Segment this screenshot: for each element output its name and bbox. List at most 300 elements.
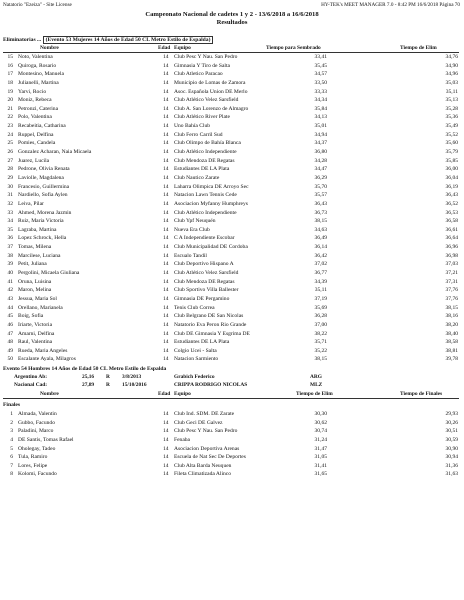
final-time: 37,21 [445,270,458,277]
record-team: ARG [310,374,322,380]
swimmer-age: 14 [163,71,169,78]
table-row [0,149,464,158]
table-row [0,201,464,210]
swimmer-age: 14 [163,471,169,478]
swimmer-name: Tula, Ramiro [18,454,48,461]
team-name: Club Atlético Independiente [174,149,237,156]
place-number: 48 [7,339,13,346]
team-name: Club Nautico Zarate [174,174,220,181]
team-name: Club DE Gimnasia Y Esgrima DE [174,330,250,337]
final-time: 36,19 [445,183,458,190]
team-name: Asociacion Myfanny Humphreys [174,200,248,207]
seed-time: 31,41 [314,462,327,469]
swimmer-name: Lagraba, Martina [18,226,57,233]
col-seed: Tiempo para Sembrado [266,45,321,51]
seed-time: 37,19 [314,295,327,302]
swimmer-name: Pedrone, Olivia Renata [18,166,70,173]
swimmer-name: Oruna, Luisina [18,278,52,285]
swimmer-name: Orellano, Marianela [18,304,63,311]
divider [3,52,459,53]
place-number: 40 [7,270,13,277]
place-number: 16 [7,62,13,69]
seed-time: 35,69 [314,304,327,311]
seed-time: 30,74 [314,428,327,435]
final-time: 34,96 [445,71,458,78]
team-name: Club Atlético River Plate [174,114,230,121]
final-time: 36,96 [445,244,458,251]
event53-column-header [0,45,464,52]
swimmer-name: Petronzi, Caterina [18,105,59,112]
swimmer-name: Recabeitia, Catharina [18,123,66,130]
place-number: 6 [10,454,13,461]
swimmer-name: Gubbo, Facundo [18,419,55,426]
team-name: Natacion Lawn Tennis Cede [174,192,237,199]
place-number: 38 [7,252,13,259]
swimmer-name: Pomies, Candela [18,140,56,147]
final-time: 38,40 [445,330,458,337]
place-number: 17 [7,71,13,78]
table-row [0,132,464,141]
team-name: Natatorio Eva Peron Rio Grande [174,321,247,328]
place-number: 19 [7,88,13,95]
team-name: Colgio Ucei - Salta [174,347,217,354]
final-time: 38,15 [445,304,458,311]
swimmer-age: 14 [163,218,169,225]
swimmer-age: 14 [163,149,169,156]
swimmer-name: Juarez, Lucila [18,157,50,164]
table-row [0,411,464,420]
place-number: 44 [7,304,13,311]
place-number: 1 [10,411,13,417]
record-label: Nacional Cad: [14,382,48,388]
team-name: Municipio de Lomas de Zamora [174,79,246,86]
swimmer-age: 14 [163,105,169,112]
final-time: 36,53 [445,209,458,216]
seed-time: 36,73 [314,209,327,216]
col-final: Tiempo de Elim [400,45,437,51]
swimmer-name: Laviolle, Magdalena [18,174,64,181]
record-time: 27,89 [82,382,95,388]
record-team: MLZ [310,382,323,388]
swimmer-age: 14 [163,88,169,95]
swimmer-name: Nardiello, Sofia Aylen [18,192,68,199]
table-row [0,140,464,149]
swimmer-name: Ruiz, Maria Victoria [18,218,64,225]
team-name: Club A. San Lorenzo de Almagro [174,105,249,112]
swimmer-age: 14 [163,226,169,233]
place-number: 45 [7,313,13,320]
final-time: 34,76 [445,54,458,60]
swimmer-age: 14 [163,287,169,294]
place-number: 20 [7,97,13,104]
record-code: R [106,374,110,380]
swimmer-name: Escalante Ayala, Milagros [18,356,76,363]
swimmer-age: 14 [163,79,169,86]
seed-time: 35,70 [314,183,327,190]
table-row [0,218,464,227]
place-number: 33 [7,209,13,216]
team-name: Escualo Tandil [174,252,207,259]
team-name: Tenis Club Correa [174,304,215,311]
divider [3,398,459,399]
final-time: 30,94 [445,454,458,461]
team-name: Club Alta Barda Neuquen [174,462,232,469]
seed-time: 31,24 [314,436,327,443]
table-row [0,446,464,455]
place-number: 47 [7,330,13,337]
team-name: Club Deportivo Hispano A [174,261,234,268]
final-time: 35,28 [445,105,458,112]
swimmer-age: 14 [163,330,169,337]
seed-time: 34,47 [314,166,327,173]
seed-time: 36,28 [314,313,327,320]
place-number: 24 [7,131,13,138]
swimmer-age: 14 [163,157,169,164]
table-row [0,270,464,279]
swimmer-name: Marcilese, Luciana [18,252,61,259]
swimmer-age: 14 [163,166,169,173]
final-time: 35,13 [445,97,458,104]
table-row [0,235,464,244]
event53-results-table [0,54,464,365]
final-time: 36,98 [445,252,458,259]
seed-time: 34,57 [314,71,327,78]
swimmer-age: 14 [163,419,169,426]
swimmer-name: Montesino, Manuela [18,71,64,78]
record-holder: Grabich Federico [174,374,215,380]
col-team: Equipo [174,45,191,51]
seed-time: 34,39 [314,278,327,285]
final-time: 30,26 [445,419,458,426]
swimmer-age: 14 [163,295,169,302]
place-number: 7 [10,462,13,469]
swimmer-age: 14 [163,209,169,216]
swimmer-age: 14 [163,123,169,130]
place-number: 39 [7,261,13,268]
swimmer-name: Oholegay, Tadeo [18,445,56,452]
swimmer-name: Iriarte, Victoria [18,321,53,328]
table-row [0,71,464,80]
swimmer-age: 14 [163,54,169,60]
swimmer-age: 14 [163,278,169,285]
table-row [0,253,464,262]
seed-time: 38,22 [314,330,327,337]
place-number: 37 [7,244,13,251]
table-row [0,348,464,357]
swimmer-age: 14 [163,97,169,104]
swimmer-age: 14 [163,235,169,242]
swimmer-name: Polo, Valentina [18,114,52,121]
team-name: Estudiantes DE LA Plata [174,339,230,346]
swimmer-name: Maron, Melina [18,287,52,294]
col-name: Nombre [40,45,59,51]
swimmer-name: Petit, Juliana [18,261,47,268]
seed-time: 36,42 [314,252,327,259]
final-time: 37,03 [445,261,458,268]
place-number: 22 [7,114,13,121]
place-number: 25 [7,140,13,147]
final-time: 36,52 [445,200,458,207]
team-name: Club Atlético Velez Sarsfield [174,270,239,277]
team-name: Club Mendoza DE Regatas [174,278,235,285]
team-name: Club Belgrano DE San Nicolas [174,313,244,320]
final-time: 36,43 [445,192,458,199]
swimmer-name: Ruppel, Delfina [18,131,54,138]
final-time: 37,76 [445,295,458,302]
swimmer-name: Noto, Valentina [18,54,53,60]
seed-time: 31,65 [314,471,327,478]
seed-time: 36,29 [314,174,327,181]
table-row [0,420,464,429]
team-name: Gimnasia DE Pergamino [174,295,230,302]
final-time: 36,61 [445,226,458,233]
team-name: Fileta Climatizada Alinco [174,471,231,478]
table-row [0,261,464,270]
swimmer-age: 14 [163,174,169,181]
seed-time: 35,01 [314,123,327,130]
table-row [0,192,464,201]
table-row [0,106,464,115]
team-name: Natacion Sarmiento [174,356,219,363]
seed-time: 36,80 [314,149,327,156]
final-time: 36,64 [445,235,458,242]
final-time: 35,79 [445,149,458,156]
team-name: Club Olimpo de Bahía Blanca [174,140,241,147]
team-name: Club Ind. SDM. DE Zarate [174,411,235,417]
place-number: 43 [7,295,13,302]
team-name: Laharra Olimpica DE Arroyo Sec [174,183,249,190]
seed-time: 35,45 [314,62,327,69]
final-time: 37,76 [445,287,458,294]
swimmer-age: 14 [163,436,169,443]
final-time: 30,59 [445,436,458,443]
swimmer-age: 14 [163,252,169,259]
swimmer-age: 14 [163,270,169,277]
seed-time: 36,49 [314,235,327,242]
seed-time: 38,15 [314,218,327,225]
final-time: 36,00 [445,166,458,173]
record-holder: CRIPPA RODRIGO NICOLAS [174,382,248,388]
col-age: Edad [158,391,171,397]
seed-time: 38,15 [314,356,327,363]
final-time: 30,51 [445,428,458,435]
record-code: R [106,382,110,388]
swimmer-name: Raul, Valentina [18,339,53,346]
seed-time: 30,30 [314,411,327,417]
seed-time: 35,71 [314,339,327,346]
swimmer-name: Lopez Schrock, Hella [18,235,67,242]
place-number: 42 [7,287,13,294]
team-name: Club Ypf Neuquén [174,218,216,225]
swimmer-age: 14 [163,140,169,147]
seed-time: 37,00 [314,321,327,328]
swimmer-age: 14 [163,313,169,320]
final-time: 35,85 [445,157,458,164]
record-row [0,382,464,389]
table-row [0,454,464,463]
final-time: 30,90 [445,445,458,452]
swimmer-name: Boig, Sofia [18,313,44,320]
record-date: 3/8/2013 [122,374,142,380]
swimmer-name: Quiroga, Rosario [18,62,57,69]
table-row [0,428,464,437]
place-number: 49 [7,347,13,354]
table-row [0,114,464,123]
table-row [0,166,464,175]
seed-time: 30,62 [314,419,327,426]
seed-time: 34,63 [314,226,327,233]
final-time: 38,58 [445,339,458,346]
final-time: 29,93 [445,411,458,417]
team-name: Club Pesc Y Nau. San Pedro [174,428,238,435]
table-row [0,463,464,472]
team-name: Club Mendoza DE Regatas [174,157,235,164]
swimmer-age: 14 [163,200,169,207]
col-team: Equipo [174,391,191,397]
place-number: 18 [7,79,13,86]
final-time: 38,16 [445,313,458,320]
finals-section-label: Finales [3,402,21,408]
table-row [0,158,464,167]
place-number: 46 [7,321,13,328]
swimmer-name: Paladini, Marco [18,428,54,435]
table-row [0,331,464,340]
final-time: 35,11 [445,88,458,95]
final-time: 38,20 [445,321,458,328]
final-time: 31,63 [445,471,458,478]
table-row [0,296,464,305]
event53-prefix: Eliminatorias ... [3,37,43,43]
team-name: Club Atlético Velez Sarsfield [174,97,239,104]
final-time: 38,81 [445,347,458,354]
col-name: Nombre [40,391,59,397]
seed-time: 34,28 [314,157,327,164]
team-name: C A Independiente Escobar [174,235,235,242]
seed-time: 35,22 [314,347,327,354]
swimmer-age: 14 [163,356,169,363]
seed-time: 35,57 [314,192,327,199]
seed-time: 36,43 [314,200,327,207]
swimmer-age: 14 [163,454,169,461]
final-time: 36,58 [445,218,458,225]
place-number: 50 [7,356,13,363]
place-number: 26 [7,149,13,156]
team-name: Fenaba [174,436,191,443]
place-number: 36 [7,235,13,242]
final-time: 39,78 [445,356,458,363]
event53-title: (Evento 53 Mujeres 14 Años de Edad 50 CL Metro Estilo de Espalda) [43,36,214,44]
swimmer-name: Almada, Valentin [18,411,57,417]
event54-results-table [0,411,464,480]
place-number: 8 [10,471,13,478]
table-row [0,279,464,288]
col-final: Tiempo de Finales [400,391,443,397]
table-row [0,287,464,296]
swimmer-name: Lores, Felipe [18,462,48,469]
table-row [0,184,464,193]
place-number: 23 [7,123,13,130]
table-row [0,305,464,314]
final-time: 35,36 [445,114,458,121]
team-name: Escuela de Nat Sec De Deportes [174,454,246,461]
site-license-header: Natatorio "Ezeiza" - Site License [3,2,72,8]
place-number: 15 [7,54,13,60]
team-name: Estudiantes DE LA Plata [174,166,230,173]
meet-title: Campeonato Nacional de cadetes 1 y 2 - 13/6/2018 a 16/6/2018 [145,11,319,18]
seed-time: 35,84 [314,105,327,112]
table-row [0,210,464,219]
place-number: 35 [7,226,13,233]
swimmer-age: 14 [163,183,169,190]
swimmer-name: Jessua, Maria Sol [18,295,57,302]
swimmer-age: 14 [163,428,169,435]
team-name: Uno Bahía Club [174,123,211,130]
table-row [0,356,464,365]
swimmer-age: 14 [163,411,169,417]
place-number: 29 [7,174,13,181]
results-title: Resultados [216,19,248,26]
swimmer-name: Francesio, Guillermina [18,183,70,190]
final-time: 31,36 [445,462,458,469]
place-number: 28 [7,166,13,173]
final-time: 35,03 [445,79,458,86]
table-row [0,97,464,106]
place-number: 30 [7,183,13,190]
final-time: 35,60 [445,140,458,147]
swimmer-age: 14 [163,261,169,268]
place-number: 41 [7,278,13,285]
record-time: 25,16 [82,374,95,380]
swimmer-name: Tomas, Milena [18,244,52,251]
event53-label [3,37,213,43]
team-name: Gimnasia Y Tiro de Salta [174,62,230,69]
swimmer-age: 14 [163,339,169,346]
seed-time: 33,33 [314,88,327,95]
final-time: 35,52 [445,131,458,138]
event54-column-header [0,391,464,398]
place-number: 3 [10,428,13,435]
swimmer-name: Leiva, Pilar [18,200,44,207]
swimmer-age: 14 [163,321,169,328]
team-name: Club Municipalidad DE Cordoba [174,244,248,251]
seed-time: 34,13 [314,114,327,121]
swimmer-name: DE Santis, Tomas Rafael [18,436,74,443]
team-name: Club Atletico Paracao [174,71,223,78]
final-time: 34,90 [445,62,458,69]
seed-time: 34,37 [314,140,327,147]
table-row [0,339,464,348]
seed-time: 36,77 [314,270,327,277]
table-row [0,89,464,98]
swimmer-name: Amarni, Delfina [18,330,55,337]
final-time: 35,49 [445,123,458,130]
place-number: 32 [7,200,13,207]
seed-time: 33,50 [314,79,327,86]
swimmer-age: 14 [163,462,169,469]
record-row [0,374,464,381]
table-row [0,437,464,446]
seed-time: 37,02 [314,261,327,268]
seed-time: 34,34 [314,97,327,104]
seed-time: 31,47 [314,445,327,452]
table-row [0,175,464,184]
swimmer-name: Pergolini, Micaela Giuliana [18,270,80,277]
table-row [0,80,464,89]
place-number: 2 [10,419,13,426]
swimmer-age: 14 [163,445,169,452]
meet-manager-header: HY-TEK's MEET MANAGER 7.0 - 8:42 PM 16/6/2018 Página 70 [321,2,460,8]
table-row [0,471,464,480]
